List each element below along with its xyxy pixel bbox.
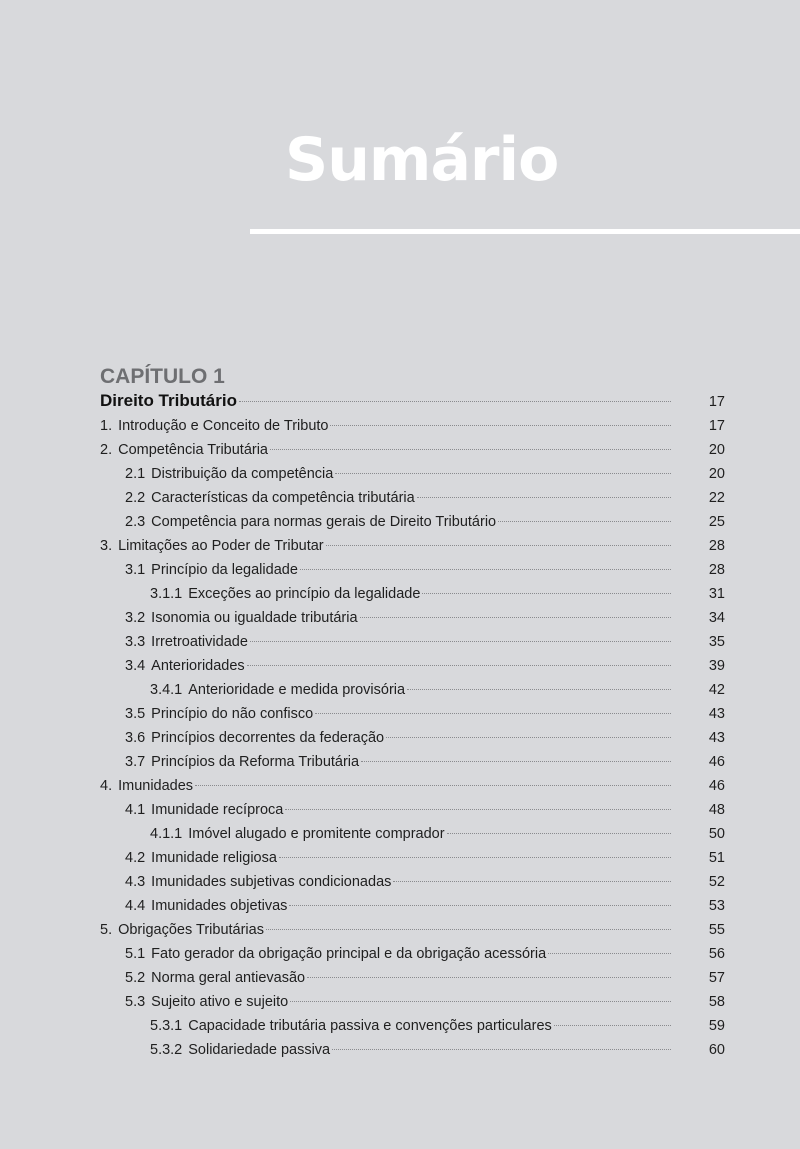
toc-entry-number: 4.2 xyxy=(125,850,146,866)
toc-entry-label: Norma geral antievasão xyxy=(151,970,306,986)
toc-entry[interactable] xyxy=(100,438,725,462)
toc-entry-number: 2.3 xyxy=(125,514,146,530)
toc-entry-label: Anterioridade e medida provisória xyxy=(188,682,406,698)
toc-entry-label: Princípio do não confisco xyxy=(151,706,314,722)
toc-entry-label: Distribuição da competência xyxy=(151,466,334,482)
page-number: 17 xyxy=(708,394,725,410)
toc-entry-text xyxy=(125,750,359,774)
toc-entry[interactable] xyxy=(100,798,725,822)
toc-entry-label: Competência para normas gerais de Direito Tributário xyxy=(151,514,497,530)
dot-leader xyxy=(326,545,671,546)
toc-entry-label: Introdução e Conceito de Tributo xyxy=(118,418,329,434)
toc-entry[interactable] xyxy=(100,726,725,750)
chapter-label: CAPÍTULO 1 xyxy=(100,365,225,388)
toc-entry[interactable] xyxy=(100,534,725,558)
toc-entry-text xyxy=(150,822,445,846)
dot-leader xyxy=(393,881,671,882)
toc-entry-number: 3.2 xyxy=(125,610,146,626)
page-number: 20 xyxy=(708,442,725,458)
toc-entry-text xyxy=(125,966,305,990)
toc-entry-label: Fato gerador da obrigação principal e da obrigação acessória xyxy=(151,946,547,962)
dot-leader xyxy=(407,689,671,690)
toc-entry-label: Imunidades xyxy=(118,778,194,794)
toc-entry[interactable] xyxy=(100,942,725,966)
toc-entry-text xyxy=(125,462,333,486)
toc-entry-text xyxy=(125,558,298,582)
page-number: 53 xyxy=(708,898,725,914)
toc-entry-label: Imunidade religiosa xyxy=(151,850,277,866)
toc-entry[interactable] xyxy=(100,510,725,534)
dot-leader xyxy=(361,761,671,762)
chapter-title-entry[interactable] xyxy=(100,390,725,412)
toc-entry-label: Imóvel alugado e promitente comprador xyxy=(188,826,445,842)
dot-leader xyxy=(289,905,671,906)
page-number: 17 xyxy=(708,418,725,434)
toc-entry[interactable] xyxy=(100,1014,725,1038)
toc-entry[interactable] xyxy=(100,582,725,606)
page-number: 57 xyxy=(708,970,725,986)
page-title: Sumário xyxy=(285,125,559,195)
toc-entry-number: 4.4 xyxy=(125,898,146,914)
toc-entry-text xyxy=(100,918,264,942)
toc-entry-number: 4.1 xyxy=(125,802,146,818)
toc-entry-number: 4. xyxy=(100,778,113,794)
toc-entry[interactable] xyxy=(100,558,725,582)
toc-entry-label: Imunidades subjetivas condicionadas xyxy=(151,874,392,890)
toc-entry-number: 4.3 xyxy=(125,874,146,890)
toc-entry[interactable] xyxy=(100,1038,725,1062)
toc-entry-number: 3.5 xyxy=(125,706,146,722)
page-number: 28 xyxy=(708,538,725,554)
toc-entry[interactable] xyxy=(100,414,725,438)
toc-entry-number: 3.4 xyxy=(125,658,146,674)
toc-entry[interactable] xyxy=(100,918,725,942)
dot-leader xyxy=(307,977,671,978)
toc-entry-text xyxy=(125,846,277,870)
page-number: 50 xyxy=(708,826,725,842)
toc-entry[interactable] xyxy=(100,894,725,918)
toc-entry-label: Anterioridades xyxy=(151,658,245,674)
toc-entry[interactable] xyxy=(100,870,725,894)
toc-entry[interactable] xyxy=(100,822,725,846)
page-number: 60 xyxy=(708,1042,725,1058)
toc-entry-number: 4.1.1 xyxy=(150,826,183,842)
toc-entry-text xyxy=(100,534,324,558)
dot-leader xyxy=(266,929,671,930)
toc-entry-number: 5. xyxy=(100,922,113,938)
toc-entry-text xyxy=(100,438,268,462)
toc-entry-label: Isonomia ou igualdade tributária xyxy=(151,610,358,626)
toc-entry-label: Princípios da Reforma Tributária xyxy=(151,754,360,770)
dot-leader xyxy=(554,1025,671,1026)
toc-entry[interactable] xyxy=(100,846,725,870)
page-number: 34 xyxy=(708,610,725,626)
toc-entry-text xyxy=(125,990,288,1014)
toc-entry-text xyxy=(100,414,328,438)
dot-leader xyxy=(279,857,671,858)
toc-entry-text xyxy=(125,894,287,918)
toc-entry-label: Solidariedade passiva xyxy=(188,1042,331,1058)
page-number: 56 xyxy=(708,946,725,962)
toc-entry-text xyxy=(125,606,358,630)
toc-entry-number: 5.3.2 xyxy=(150,1042,183,1058)
page-number: 48 xyxy=(708,802,725,818)
dot-leader xyxy=(447,833,671,834)
toc-entry-number: 2.2 xyxy=(125,490,146,506)
dot-leader xyxy=(386,737,671,738)
page-number: 42 xyxy=(708,682,725,698)
toc-entry-text xyxy=(125,798,283,822)
toc-entry-number: 3.1 xyxy=(125,562,146,578)
toc-entry[interactable] xyxy=(100,630,725,654)
toc-entry-label: Imunidade recíproca xyxy=(151,802,284,818)
toc-entry-text xyxy=(100,774,193,798)
toc-entry-label: Obrigações Tributárias xyxy=(118,922,264,938)
toc-entry-text xyxy=(125,870,391,894)
page-number: 22 xyxy=(708,490,725,506)
toc-entry-number: 2. xyxy=(100,442,113,458)
dot-leader xyxy=(548,953,671,954)
toc-entry-number: 3.7 xyxy=(125,754,146,770)
toc-entry-number: 3.4.1 xyxy=(150,682,183,698)
toc-entry[interactable] xyxy=(100,678,725,702)
toc-entry-number: 5.3 xyxy=(125,994,146,1010)
toc-entry-number: 5.2 xyxy=(125,970,146,986)
page-number: 43 xyxy=(708,706,725,722)
dot-leader xyxy=(422,593,671,594)
dot-leader xyxy=(300,569,671,570)
table-of-contents xyxy=(100,364,725,1062)
toc-entry-text xyxy=(125,630,248,654)
page-number: 31 xyxy=(708,586,725,602)
toc-entry-number: 3.1.1 xyxy=(150,586,183,602)
toc-entry-label: Limitações ao Poder de Tributar xyxy=(118,538,324,554)
toc-entry[interactable] xyxy=(100,750,725,774)
toc-entry-text xyxy=(150,678,405,702)
dot-leader xyxy=(285,809,671,810)
toc-entry-text xyxy=(125,942,546,966)
dot-leader xyxy=(250,641,671,642)
page-number: 52 xyxy=(708,874,725,890)
dot-leader xyxy=(270,449,671,450)
toc-entry-label: Imunidades objetivas xyxy=(151,898,288,914)
toc-entry-label: Capacidade tributária passiva e convenções particulares xyxy=(188,1018,552,1034)
dot-leader xyxy=(330,425,671,426)
toc-entry-text xyxy=(125,702,313,726)
page-number: 46 xyxy=(708,778,725,794)
page-number: 59 xyxy=(708,1018,725,1034)
chapter-title: Direito Tributário xyxy=(100,391,237,410)
dot-leader xyxy=(360,617,671,618)
toc-entry-number: 3.3 xyxy=(125,634,146,650)
toc-entry[interactable] xyxy=(100,966,725,990)
page-number: 39 xyxy=(708,658,725,674)
toc-entry-label: Características da competência tributária xyxy=(151,490,415,506)
toc-entry-label: Princípio da legalidade xyxy=(151,562,298,578)
toc-entry-text xyxy=(150,1038,330,1062)
dot-leader xyxy=(332,1049,671,1050)
toc-entry-label: Princípios decorrentes da federação xyxy=(151,730,385,746)
toc-entry-text xyxy=(125,726,384,750)
page-number: 51 xyxy=(708,850,725,866)
toc-entry-text xyxy=(150,1014,552,1038)
toc-entry-text xyxy=(125,486,415,510)
toc-entry[interactable] xyxy=(100,654,725,678)
page-number: 55 xyxy=(708,922,725,938)
toc-entry-text xyxy=(125,654,245,678)
title-divider xyxy=(250,229,800,234)
toc-entry-number: 3. xyxy=(100,538,113,554)
dot-leader xyxy=(315,713,671,714)
toc-entry-label: Sujeito ativo e sujeito xyxy=(151,994,289,1010)
toc-entry[interactable] xyxy=(100,990,725,1014)
toc-entry-number: 5.3.1 xyxy=(150,1018,183,1034)
page-number: 35 xyxy=(708,634,725,650)
toc-entries xyxy=(100,414,725,1062)
dot-leader xyxy=(335,473,671,474)
toc-entry-number: 1. xyxy=(100,418,113,434)
toc-entry[interactable] xyxy=(100,606,725,630)
page-number: 20 xyxy=(708,466,725,482)
toc-entry-label: Exceções ao princípio da legalidade xyxy=(188,586,421,602)
toc-entry[interactable] xyxy=(100,702,725,726)
dot-leader xyxy=(195,785,671,786)
dot-leader xyxy=(498,521,671,522)
dot-leader xyxy=(239,401,671,402)
dot-leader xyxy=(417,497,671,498)
toc-entry-number: 3.6 xyxy=(125,730,146,746)
toc-entry-label: Irretroatividade xyxy=(151,634,248,650)
toc-entry-number: 2.1 xyxy=(125,466,146,482)
toc-entry-text xyxy=(125,510,496,534)
toc-entry[interactable] xyxy=(100,774,725,798)
dot-leader xyxy=(290,1001,671,1002)
toc-entry[interactable] xyxy=(100,462,725,486)
dot-leader xyxy=(247,665,671,666)
page-number: 25 xyxy=(708,514,725,530)
page-number: 43 xyxy=(708,730,725,746)
toc-entry-number: 5.1 xyxy=(125,946,146,962)
page-number: 58 xyxy=(708,994,725,1010)
toc-entry-label: Competência Tributária xyxy=(118,442,269,458)
toc-entry[interactable] xyxy=(100,486,725,510)
page-number: 46 xyxy=(708,754,725,770)
page-number: 28 xyxy=(708,562,725,578)
toc-entry-text xyxy=(150,582,420,606)
